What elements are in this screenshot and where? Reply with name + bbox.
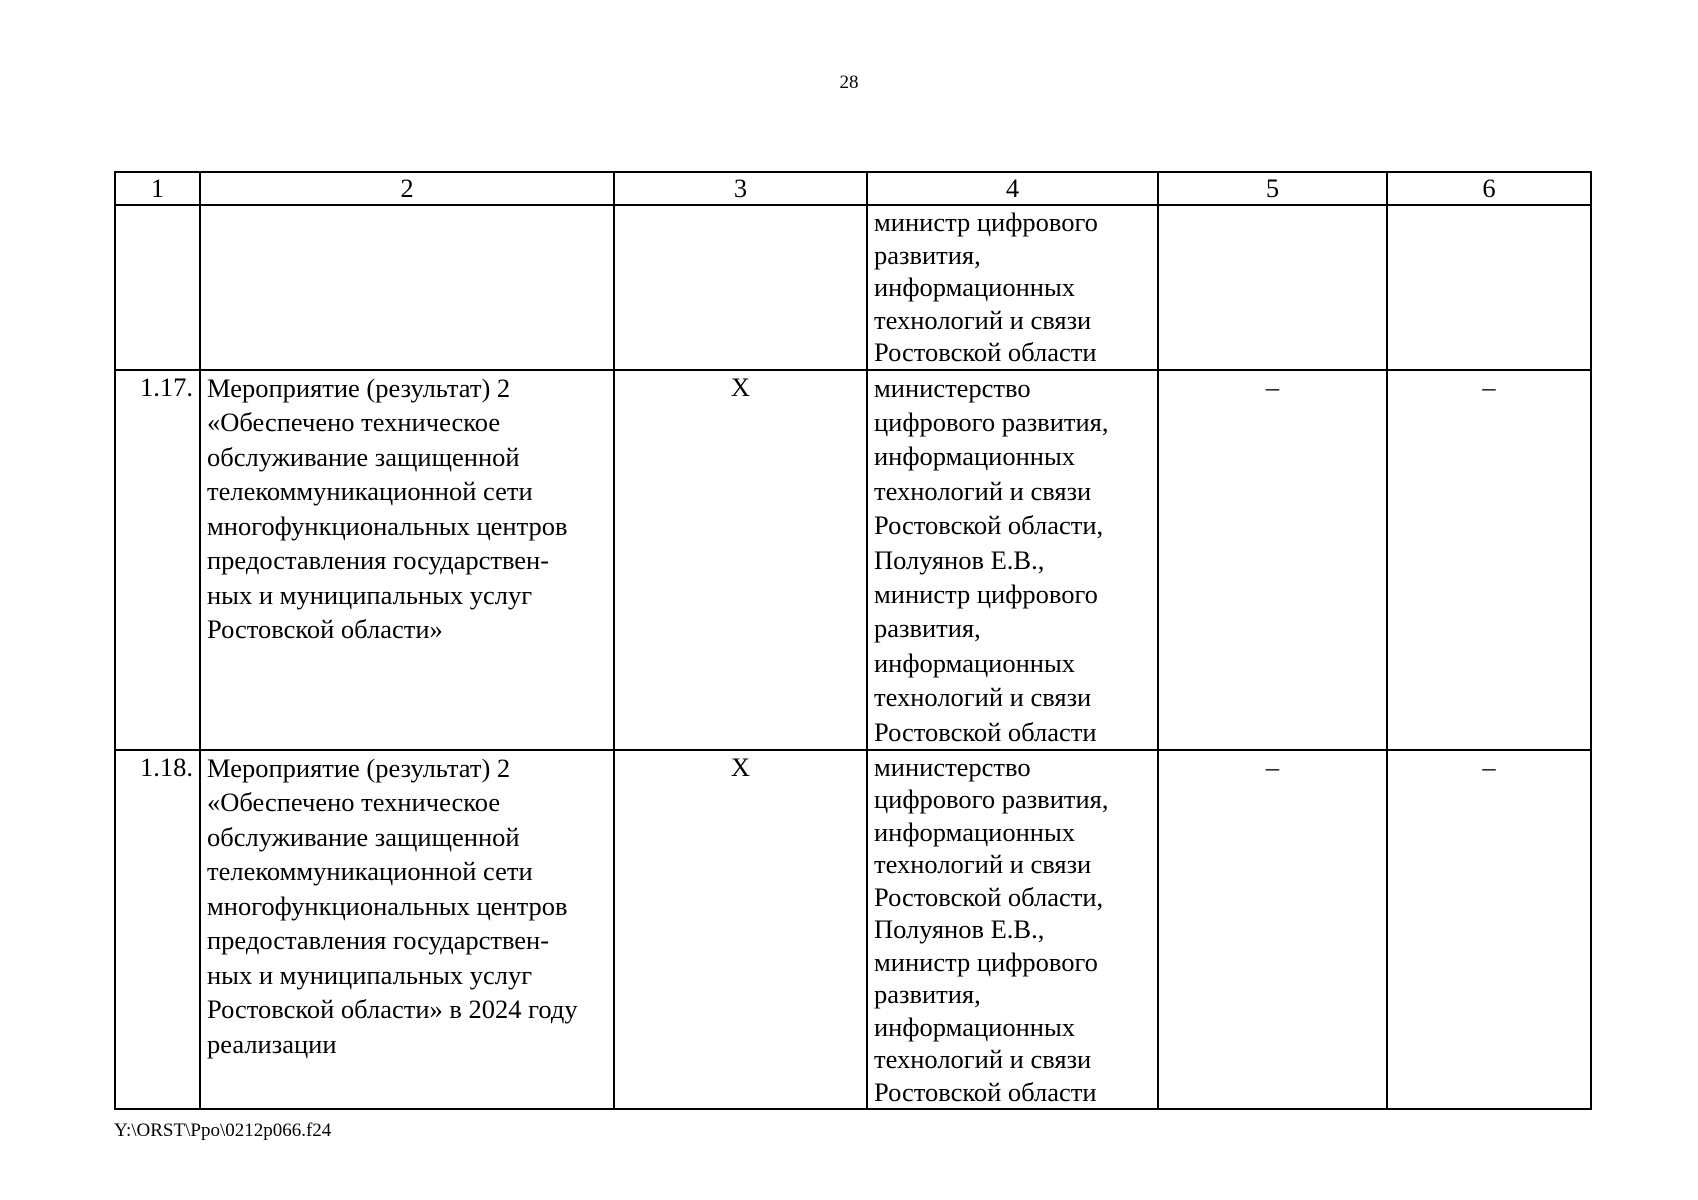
activity-text: Мероприятие (результат) 2 «Обеспечено техническое обслуживание защищенной телекоммуникационной сети многофункциональных центров предоставления государствен- ных и муниципальных услуг Ростовской области» в 2024 году реализации [207, 752, 578, 1059]
table-row [115, 205, 1591, 370]
column-3-cell [614, 205, 867, 370]
page-number: 28 [839, 72, 859, 93]
row-number-cell: 1.18. [115, 750, 200, 1110]
column-header: 1 [115, 172, 200, 205]
table-row [115, 750, 1591, 1110]
row-number-cell [115, 205, 200, 370]
table-row [115, 370, 1591, 750]
responsible-text: министерство цифрового развития, информационных технологий и связи Ростовской области, Полуянов Е.В., министр цифрового развития, информационных технологий и связи Ростовской области [874, 372, 1109, 747]
activity-text: Мероприятие (результат) 2 «Обеспечено техническое обслуживание защищенной телекоммуникационной сети многофункциональных центров предоставления государствен- ных и муниципальных услуг Ростовской области» [207, 372, 568, 644]
column-3-cell: Х [614, 750, 867, 1110]
responsible-cell [867, 205, 1158, 370]
column-header: 3 [614, 172, 867, 205]
row-number-cell: 1.17. [115, 370, 200, 750]
column-header: 2 [200, 172, 614, 205]
activities-table [114, 171, 1592, 1110]
activity-cell [200, 750, 614, 1110]
activity-cell [200, 370, 614, 750]
file-path-footer: Y:\ORST\Ppo\0212p066.f24 [114, 1120, 332, 1141]
column-header: 6 [1387, 172, 1591, 205]
column-5-cell [1158, 205, 1387, 370]
table-header-row [115, 172, 1591, 205]
column-6-cell [1387, 205, 1591, 370]
responsible-text: министр цифрового развития, информационных технологий и связи Ростовской области [874, 207, 1098, 367]
responsible-text: министерство цифрового развития, информационных технологий и связи Ростовской области, Полуянов Е.В., министр цифрового развития, информационных технологий и связи Ростовской области [874, 751, 1109, 1107]
column-header: 5 [1158, 172, 1387, 205]
column-5-cell: – [1158, 370, 1387, 750]
responsible-cell [867, 370, 1158, 750]
column-6-cell: – [1387, 370, 1591, 750]
activity-cell [200, 205, 614, 370]
column-3-cell: Х [614, 370, 867, 750]
column-header: 4 [867, 172, 1158, 205]
responsible-cell [867, 750, 1158, 1110]
column-6-cell: – [1387, 750, 1591, 1110]
column-5-cell: – [1158, 750, 1387, 1110]
